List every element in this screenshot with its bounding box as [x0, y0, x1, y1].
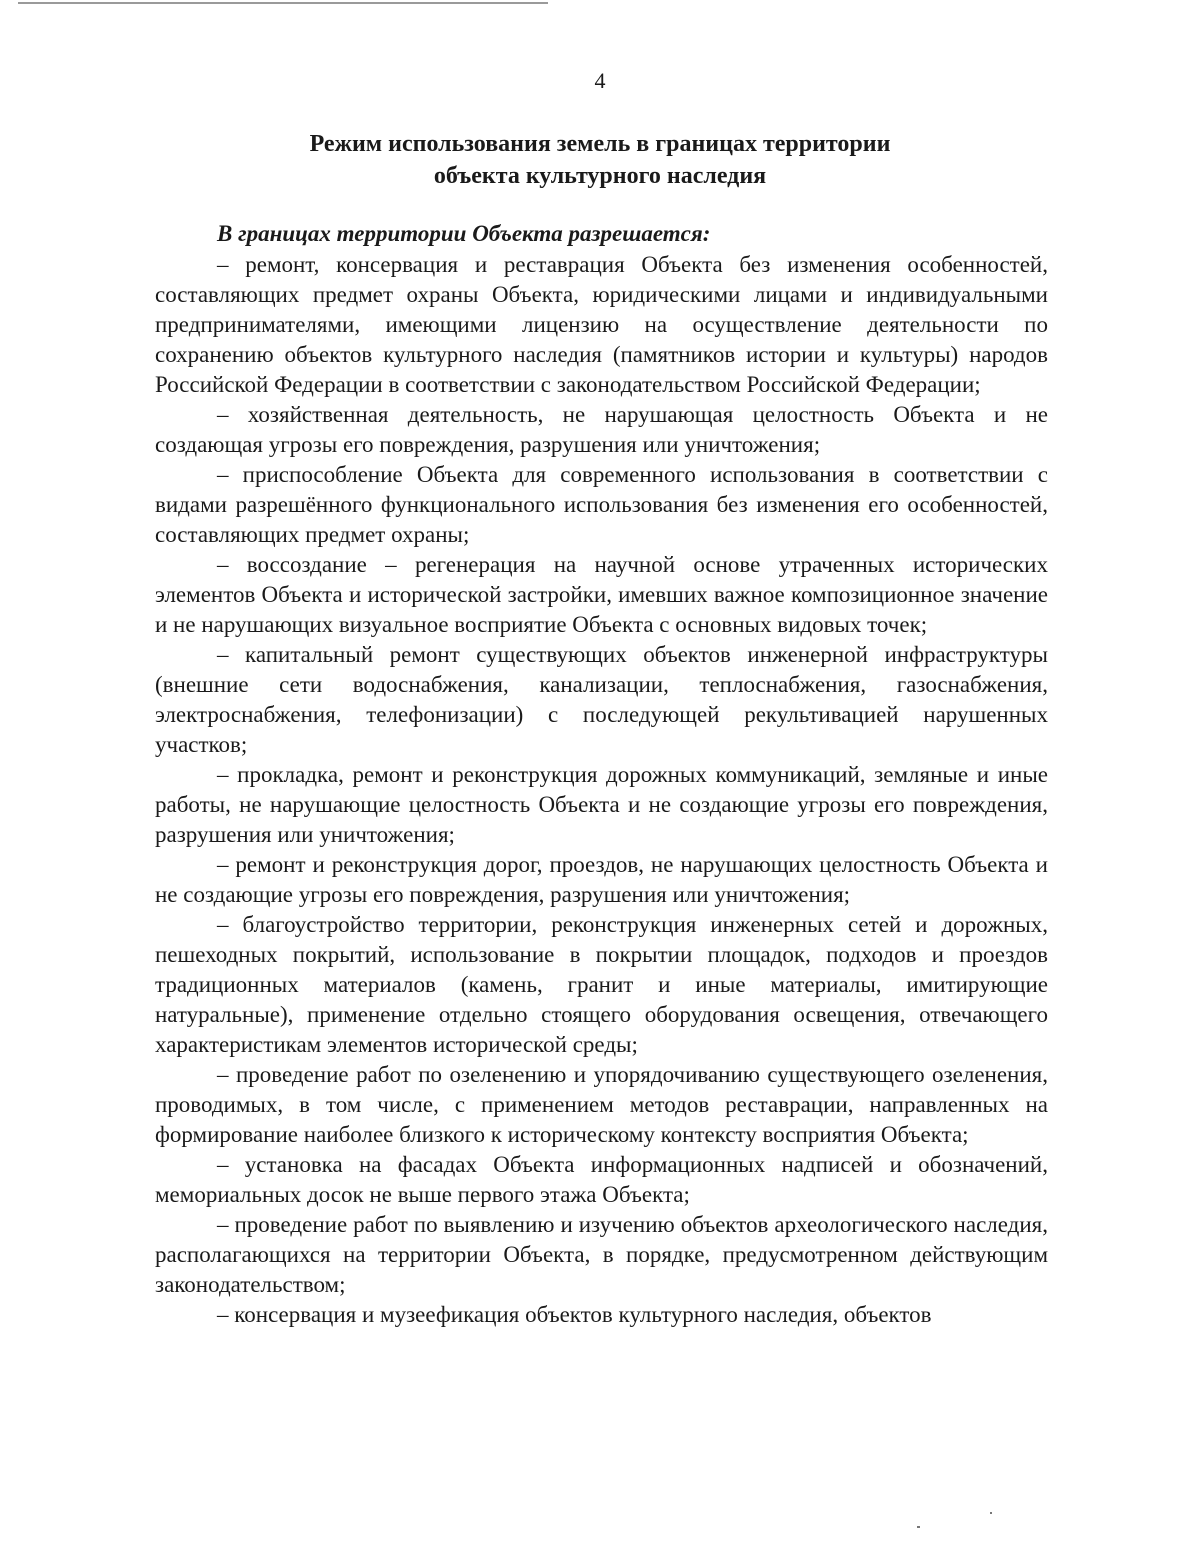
paragraph: – ремонт, консервация и реставрация Объекта без изменения особенностей, составляющих предмет охраны Объекта, юридическими лицами и индивидуальными предпринимателями, имеющими лицензию на осуществление деятельности по сохранению объектов культурного наследия (памятников истории и культуры) народов Российской Федерации в соответствии с законодательством Российской Федерации; — [155, 252, 1048, 397]
paragraph: – хозяйственная деятельность, не нарушающая целостность Объекта и не создающая угрозы его повреждения, разрушения или уничтожения; — [155, 402, 1048, 457]
scan-speck — [917, 1526, 920, 1528]
document-title — [150, 128, 1050, 192]
page-number: 4 — [594, 68, 606, 93]
title-line-2: объекта культурного наследия — [433, 163, 767, 189]
document-body — [155, 218, 1048, 1330]
paragraph: – ремонт и реконструкция дорог, проездов, не нарушающих целостность Объекта и не создающие угрозы его повреждения, разрушения или уничтожения; — [155, 852, 1048, 907]
paragraph: – воссоздание – регенерация на научной основе утраченных исторических элементов Объекта и исторической застройки, имевших важное композиционное значение и не нарушающих визуальное восприятие Объекта с основных видовых точек; — [155, 552, 1048, 637]
paragraph: – благоустройство территории, реконструкция инженерных сетей и дорожных, пешеходных покрытий, использование в покрытии площадок, подходов и проездов традиционных материалов (камень, гранит и иные материалы, имитирующие натуральные), применение отдельно стоящего оборудования освещения, отвечающего характеристикам элементов исторической среды; — [155, 912, 1048, 1057]
scan-speck — [990, 1512, 992, 1514]
scan-edge-line — [18, 2, 548, 4]
paragraph: – проведение работ по выявлению и изучению объектов археологического наследия, располагающихся на территории Объекта, в порядке, предусмотренном действующим законодательством; — [155, 1212, 1048, 1297]
title-line-1: Режим использования земель в границах территории — [309, 131, 891, 157]
paragraph: – капитальный ремонт существующих объектов инженерной инфраструктуры (внешние сети водоснабжения, канализации, теплоснабжения, газоснабжения, электроснабжения, телефонизации) с последующей рекультивацией нарушенных участков; — [155, 642, 1048, 757]
paragraph: – приспособление Объекта для современного использования в соответствии с видами разрешённого функционального использования без изменения его особенностей, составляющих предмет охраны; — [155, 462, 1048, 547]
paragraph: – проведение работ по озеленению и упорядочиванию существующего озеленения, проводимых, в том числе, с применением методов реставрации, направленных на формирование наиболее близкого к историческому контексту восприятия Объекта; — [155, 1062, 1048, 1147]
paragraph: – прокладка, ремонт и реконструкция дорожных коммуникаций, земляные и иные работы, не нарушающие целостность Объекта и не создающие угрозы его повреждения, разрушения или уничтожения; — [155, 762, 1048, 847]
paragraph: – установка на фасадах Объекта информационных надписей и обозначений, мемориальных досок не выше первого этажа Объекта; — [155, 1152, 1048, 1207]
paragraph: – консервация и музеефикация объектов культурного наследия, объектов — [217, 1302, 932, 1327]
section-heading: В границах территории Объекта разрешается: — [217, 221, 711, 246]
